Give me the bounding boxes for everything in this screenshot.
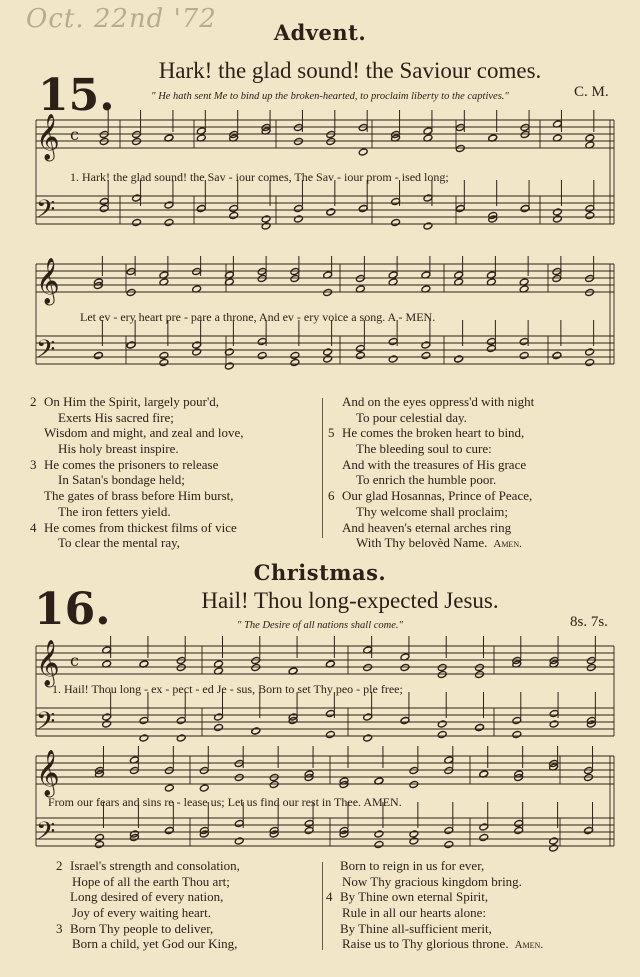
note-head	[585, 348, 595, 356]
note-head	[102, 720, 112, 728]
verse-line	[30, 504, 243, 520]
verse-text: Hope of all the earth Thou art;	[72, 873, 230, 889]
note-head	[176, 716, 186, 724]
note-head	[234, 819, 244, 827]
note-head	[257, 274, 267, 282]
verse-line	[328, 410, 534, 426]
note-head	[139, 734, 149, 742]
verse-line	[30, 410, 243, 426]
note-head	[549, 837, 559, 845]
amen-mark: Amen.	[514, 939, 544, 952]
note-head	[257, 351, 267, 359]
verses-16-left	[56, 858, 240, 952]
note-head	[363, 663, 373, 671]
verse-line	[326, 874, 543, 890]
note-head	[585, 204, 595, 212]
note-head	[552, 274, 562, 282]
verse-line	[56, 921, 240, 937]
note-head	[164, 766, 174, 774]
note-head	[455, 123, 465, 131]
note-head	[444, 840, 454, 848]
svg-text:𝄢: 𝄢	[36, 707, 56, 742]
verse-text: Thy welcome shall proclaim;	[356, 503, 508, 519]
note-head	[229, 204, 239, 212]
lyric-line-15-2: Let ev - ery heart pre - pare a throne, And ev - ery voice a song. A - MEN.	[80, 310, 436, 324]
verse-text: He comes the prisoners to release	[44, 456, 219, 472]
note-head	[355, 344, 365, 352]
note-head	[486, 344, 496, 352]
note-head	[164, 826, 174, 834]
svg-text:𝄢: 𝄢	[36, 335, 56, 370]
note-head	[409, 766, 419, 774]
note-head	[99, 204, 109, 212]
note-head	[192, 341, 202, 349]
note-head	[234, 837, 244, 845]
note-head	[294, 137, 304, 145]
note-head	[294, 123, 304, 131]
note-head	[400, 716, 410, 724]
note-head	[257, 267, 267, 275]
note-head	[586, 663, 596, 671]
note-head	[164, 218, 174, 226]
note-head	[102, 713, 112, 721]
note-head	[294, 215, 304, 223]
verse-line	[56, 874, 240, 890]
note-head	[323, 355, 333, 363]
note-head	[514, 826, 524, 834]
note-head	[290, 267, 300, 275]
verse-text: To enrich the humble poor.	[356, 472, 497, 488]
hymn-number-15: 15.	[38, 70, 115, 121]
verse-number: 3	[56, 920, 63, 936]
note-head	[421, 341, 431, 349]
verse-text: Raise us to Thy glorious throne.	[342, 936, 509, 952]
verse-line	[56, 936, 240, 952]
note-head	[552, 351, 562, 359]
meter-15: C. M.	[574, 84, 609, 100]
epigraph-16: " The Desire of all nations shall come."	[237, 620, 403, 631]
verse-number: 4	[30, 519, 37, 535]
verses-16-right	[326, 858, 543, 952]
note-head	[126, 341, 136, 349]
note-head	[585, 358, 595, 366]
note-head	[374, 830, 384, 838]
note-head	[549, 709, 559, 717]
note-head	[421, 351, 431, 359]
verse-line	[326, 921, 543, 937]
note-head	[132, 218, 142, 226]
note-head	[355, 351, 365, 359]
note-head	[290, 351, 300, 359]
note-head	[437, 730, 447, 738]
note-head	[139, 716, 149, 724]
note-head	[584, 773, 594, 781]
note-head	[358, 123, 368, 131]
lyric-line-15-1: 1. Hark! the glad sound! the Sav - iour comes, The Sav - iour prom - ised long;	[70, 170, 449, 184]
verse-line	[328, 425, 534, 441]
note-head	[251, 656, 261, 664]
note-head	[326, 137, 336, 145]
verse-number: 2	[56, 858, 63, 873]
meter-16: 8s. 7s.	[570, 614, 608, 630]
amen-mark: Amen.	[493, 538, 522, 551]
note-head	[159, 351, 169, 359]
note-head	[199, 766, 209, 774]
note-head	[519, 351, 529, 359]
verses-15-right	[328, 394, 534, 551]
note-head	[514, 819, 524, 827]
verses-15-left	[30, 394, 243, 551]
note-head	[269, 780, 279, 788]
note-head	[164, 201, 174, 209]
note-head	[584, 826, 594, 834]
note-head	[454, 355, 464, 363]
note-head	[358, 204, 368, 212]
note-head	[585, 288, 595, 296]
note-head	[475, 670, 485, 678]
note-head	[585, 211, 595, 219]
verse-text: He comes from thickest films of vice	[44, 519, 237, 535]
note-head	[423, 194, 433, 202]
note-head	[261, 215, 271, 223]
verse-number: 2	[30, 394, 37, 409]
hymn-title-16: Hail! Thou long-expected Jesus.	[201, 588, 499, 613]
note-head	[549, 720, 559, 728]
svg-text:𝄞: 𝄞	[36, 258, 60, 304]
verse-text: To clear the mental ray,	[58, 535, 181, 551]
section-title-christmas: Christmas.	[253, 560, 387, 585]
note-head	[132, 130, 142, 138]
verse-line	[326, 936, 543, 952]
note-head	[325, 709, 335, 717]
note-head	[358, 148, 368, 156]
note-head	[409, 830, 419, 838]
verse-number: 5	[328, 425, 335, 441]
verse-text: The gates of brass before Him burst,	[44, 488, 234, 504]
note-head	[391, 197, 401, 205]
verse-text: The bleeding soul to cure:	[356, 441, 492, 457]
verse-line	[30, 394, 243, 410]
hymn-title-15: Hark! the glad sound! the Saviour comes.	[158, 58, 542, 83]
note-head	[475, 723, 485, 731]
hymn-number-16: 16.	[34, 584, 111, 635]
svg-text:c: c	[70, 651, 79, 670]
verse-number: 6	[328, 488, 335, 504]
verse-text: Joy of every waiting heart.	[72, 905, 211, 921]
verse-text: Born a child, yet God our King,	[72, 936, 238, 952]
verse-line	[328, 535, 534, 551]
verse-number: 4	[326, 889, 333, 905]
note-head	[512, 716, 522, 724]
note-head	[99, 137, 109, 145]
note-head	[437, 720, 447, 728]
note-head	[323, 348, 333, 356]
lyric-line-16-2: From our fears and sins re - lease us; Let us find our rest in Thee. AMEN.	[48, 795, 402, 809]
lyric-line-16-1: 1. Hail! Thou long - ex - pect - ed Je - sus, Born to set Thy peo - ple free;	[52, 682, 403, 696]
verse-text: Rule in all our hearts alone:	[342, 905, 487, 921]
verse-line	[326, 889, 543, 905]
note-head	[234, 759, 244, 767]
note-head	[95, 840, 105, 848]
note-head	[93, 351, 103, 359]
verse-text: On Him the Spirit, largely pour'd,	[44, 394, 220, 409]
note-head	[159, 358, 169, 366]
note-head	[374, 840, 384, 848]
note-head	[325, 730, 335, 738]
verse-text: With Thy belovèd Name.	[356, 535, 488, 551]
verse-line	[30, 425, 243, 441]
note-head	[486, 337, 496, 345]
verse-line	[326, 858, 543, 874]
note-head	[520, 123, 530, 131]
note-head	[553, 208, 563, 216]
note-head	[176, 656, 186, 664]
note-head	[326, 130, 336, 138]
verse-text: His holy breast inspire.	[58, 441, 179, 457]
time-signature: c	[70, 125, 79, 144]
verse-text: By Thine own eternal Spirit,	[340, 889, 489, 905]
verse-line	[30, 488, 243, 504]
verse-line	[326, 905, 543, 921]
verse-line	[328, 488, 534, 504]
verse-line	[30, 535, 243, 551]
pencil-annotation: Oct. 22nd '72	[26, 4, 217, 34]
verse-line	[328, 504, 534, 520]
note-head	[585, 274, 595, 282]
note-head	[251, 663, 261, 671]
note-head	[251, 727, 261, 735]
verse-line	[56, 858, 240, 874]
note-head	[423, 222, 433, 230]
note-head	[355, 274, 365, 282]
note-head	[409, 837, 419, 845]
note-head	[269, 773, 279, 781]
note-head	[455, 204, 465, 212]
note-head	[391, 218, 401, 226]
note-head	[549, 844, 559, 852]
note-head	[196, 204, 206, 212]
note-head	[479, 823, 489, 831]
verse-line	[328, 520, 534, 536]
column-divider-16	[322, 862, 323, 950]
note-head	[294, 204, 304, 212]
note-head	[99, 130, 109, 138]
note-head	[455, 144, 465, 152]
note-head	[304, 819, 314, 827]
note-head	[164, 784, 174, 792]
note-head	[176, 734, 186, 742]
note-head	[261, 222, 271, 230]
note-head	[192, 348, 202, 356]
treble-clef: 𝄞	[36, 114, 60, 160]
note-head	[323, 288, 333, 296]
verse-text: Exerts His sacred fire;	[58, 409, 174, 425]
note-head	[234, 773, 244, 781]
verse-line	[56, 905, 240, 921]
note-head	[437, 670, 447, 678]
note-head	[257, 337, 267, 345]
note-head	[409, 780, 419, 788]
note-head	[363, 734, 373, 742]
verse-line	[30, 441, 243, 457]
verse-text: And with the treasures of His grace	[342, 456, 527, 472]
epigraph-15: " He hath sent Me to bind up the broken-hearted, to proclaim liberty to the captives."	[151, 91, 509, 102]
verse-line	[328, 457, 534, 473]
note-head	[586, 656, 596, 664]
music-score-15-system-2	[30, 256, 620, 396]
note-head	[388, 337, 398, 345]
note-head	[520, 130, 530, 138]
verse-text: And on the eyes oppress'd with night	[342, 394, 535, 409]
note-head	[437, 663, 447, 671]
column-divider-15	[322, 398, 323, 538]
note-head	[290, 274, 300, 282]
note-head	[444, 826, 454, 834]
verse-text: In Satan's bondage held;	[58, 472, 185, 488]
verse-text: By Thine all-sufficient merit,	[340, 920, 492, 936]
note-head	[290, 358, 300, 366]
verse-text: To pour celestial day.	[356, 409, 467, 425]
verse-text: The iron fetters yield.	[58, 503, 171, 519]
note-head	[363, 713, 373, 721]
svg-text:𝄞: 𝄞	[36, 750, 60, 796]
note-head	[132, 137, 142, 145]
verse-line	[328, 394, 534, 410]
verse-number: 3	[30, 456, 37, 472]
verse-line	[328, 472, 534, 488]
note-head	[176, 663, 186, 671]
note-head	[99, 197, 109, 205]
section-title-advent: Advent.	[273, 20, 367, 45]
verse-line	[30, 457, 243, 473]
verse-line	[30, 472, 243, 488]
bass-clef: 𝄢	[36, 195, 56, 230]
note-head	[126, 267, 136, 275]
verse-text: He comes the broken heart to bind,	[342, 425, 525, 441]
verse-text: Wisdom and might, and zeal and love,	[44, 425, 244, 441]
note-head	[475, 663, 485, 671]
note-head	[132, 194, 142, 202]
verse-line	[56, 889, 240, 905]
note-head	[326, 208, 336, 216]
note-head	[129, 766, 139, 774]
note-head	[214, 713, 224, 721]
verse-text: And heaven's eternal arches ring	[342, 519, 512, 535]
note-head	[444, 766, 454, 774]
svg-text:𝄢: 𝄢	[36, 817, 56, 852]
verse-text: Israel's strength and consolation,	[70, 858, 240, 873]
verse-text: Born Thy people to deliver,	[70, 920, 214, 936]
note-head	[512, 730, 522, 738]
note-head	[400, 663, 410, 671]
verse-text: Born to reign in us for ever,	[340, 858, 485, 873]
note-head	[388, 355, 398, 363]
note-head	[584, 766, 594, 774]
note-head	[214, 723, 224, 731]
verse-text: Our glad Hosannas, Prince of Peace,	[342, 488, 533, 504]
note-head	[229, 211, 239, 219]
note-head	[126, 288, 136, 296]
note-head	[553, 215, 563, 223]
verse-text: Long desired of every nation,	[70, 889, 224, 905]
note-head	[192, 267, 202, 275]
note-head	[552, 267, 562, 275]
note-head	[520, 204, 530, 212]
svg-text:𝄞: 𝄞	[36, 640, 60, 686]
note-head	[519, 337, 529, 345]
verse-text: Now Thy gracious kingdom bring.	[342, 873, 522, 889]
verse-line	[30, 520, 243, 536]
note-head	[95, 833, 105, 841]
note-head	[304, 826, 314, 834]
note-head	[199, 784, 209, 792]
verse-line	[328, 441, 534, 457]
note-head	[479, 833, 489, 841]
